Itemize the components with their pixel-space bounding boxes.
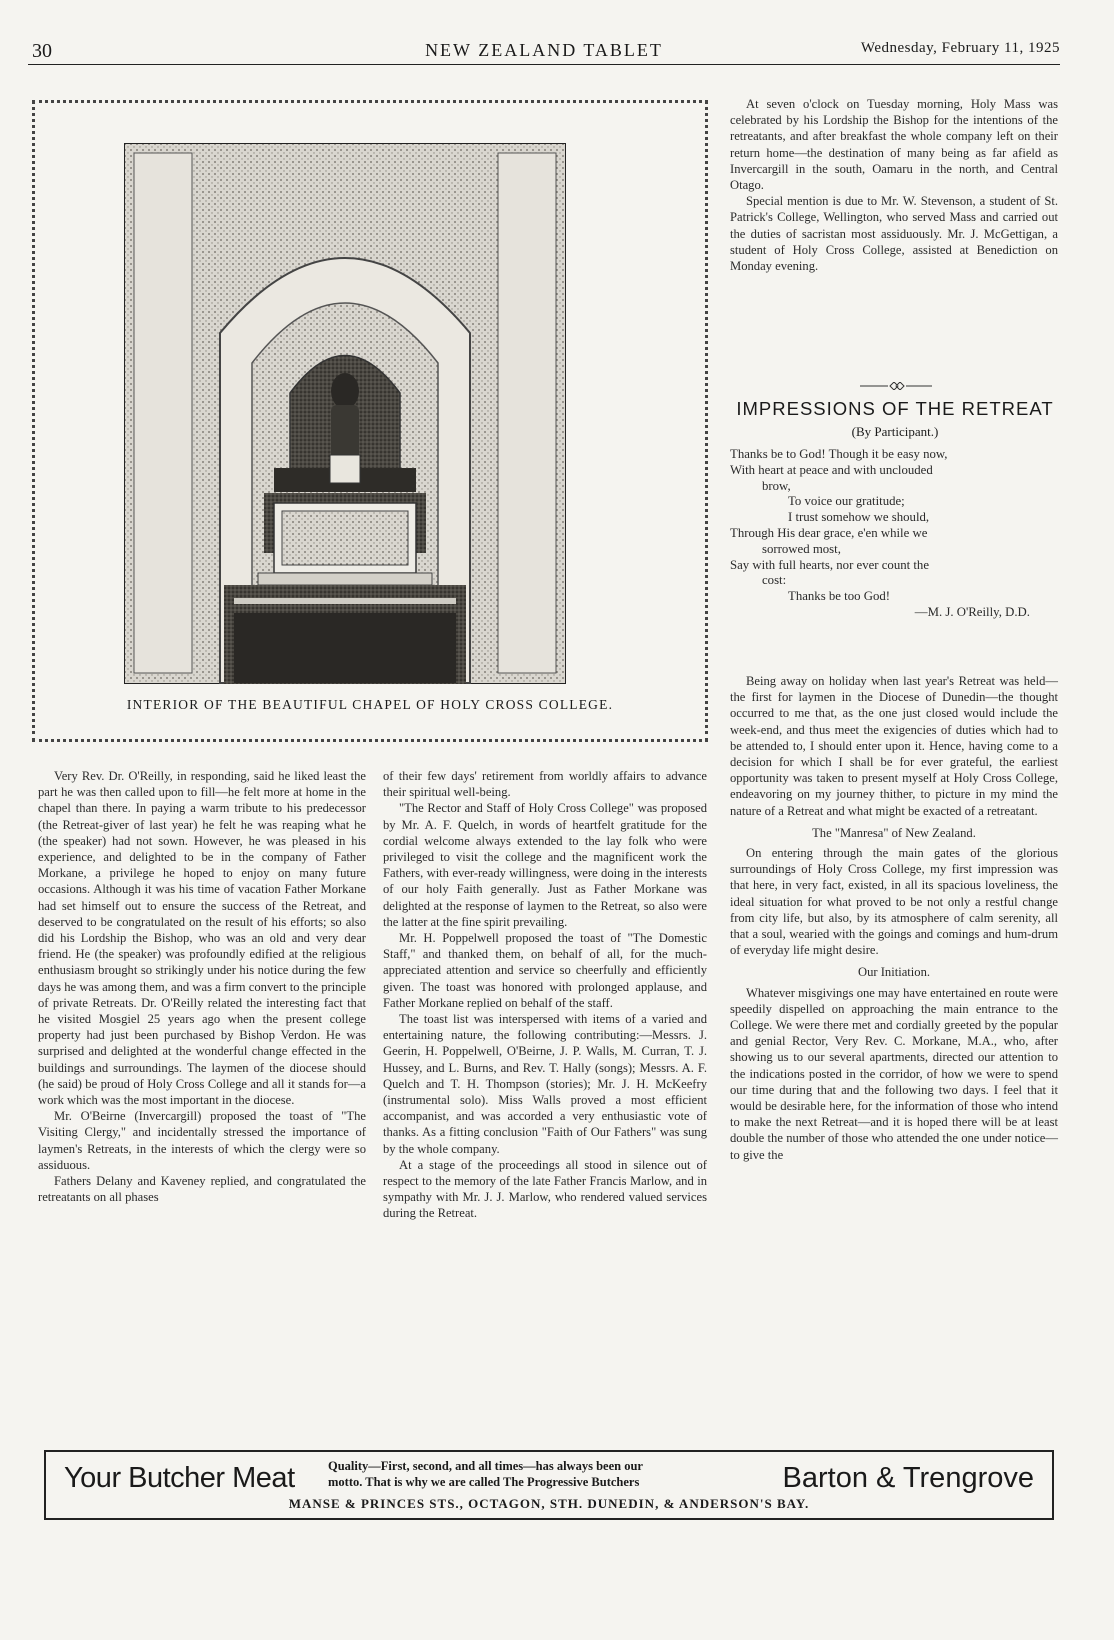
poem-line: Thanks be too God!	[788, 589, 891, 604]
paragraph: At seven o'clock on Tuesday morning, Holy Mass was celebrated by his Lordship the Bishop for the intentions of the retreatants, and after breakfast the whole company left on their return home—the destination of many being as far afield as Invercargill in the south, Oamaru in the north, and Central Otago.	[730, 97, 1058, 193]
ad-slogan: Your Butcher Meat	[64, 1462, 295, 1494]
section-heading: IMPRESSIONS OF THE RETREAT	[736, 398, 1054, 419]
paragraph: On entering through the main gates of the glorious surroundings of Holy Cross College, my first impression was that here, in very fact, existed, in all its spacious loveliness, the ideal situation for what proved to be not only a restful change from city life, but also, by its atmosphere of calm serenity, all that a soul, wearied with the goings and comings and hum-drum of everyday life might desire.	[730, 846, 1058, 958]
ad-address: MANSE & PRINCES STS., OCTAGON, STH. DUNEDIN, & ANDERSON'S BAY.	[288, 1496, 810, 1511]
poem-line: Through His dear grace, e'en while we	[730, 525, 928, 540]
ad-body	[328, 1458, 788, 1490]
poem-line: Thanks be to God! Though it be easy now,	[730, 447, 948, 461]
page-number: 30	[32, 40, 52, 62]
article-column-2	[383, 768, 707, 1222]
poem-line: sorrowed most,	[762, 541, 841, 556]
poem-line: To voice our gratitude;	[788, 494, 905, 509]
ad-body-line: motto. That is why we are called The Progressive Butchers	[328, 1475, 640, 1489]
paragraph: At a stage of the proceedings all stood in silence out of respect to the memory of the late Father Francis Marlow, and in sympathy with Mr. J. J. Marlow, who rendered valued services during the Retreat.	[383, 1157, 707, 1221]
figure-caption: INTERIOR OF THE BEAUTIFUL CHAPEL OF HOLY CROSS COLLEGE.	[126, 697, 614, 712]
poem-line: Say with full hearts, nor ever count the	[730, 557, 930, 572]
poem-line: brow,	[762, 478, 791, 493]
poem-signature: —M. J. O'Reilly, D.D.	[914, 604, 1030, 619]
issue-date: Wednesday, February 11, 1925	[860, 40, 1060, 56]
ad-business-name: Barton & Trengrove	[782, 1462, 1034, 1494]
publication-title: NEW ZEALAND TABLET	[425, 40, 663, 60]
paragraph: Very Rev. Dr. O'Reilly, in responding, said he liked least the part he was then called upon to fill—he felt more at home in the chapel than there. In paying a warm tribute to his predecessor (the Retreat-giver of last year) he felt he was reaping what he (the speaker) had not sown. However, he was pleased in his experience, and delighted to be in the company of Father Morkane, a privilege he hoped to enjoy on many future occasions. Although it was his time of vacation Father Morkane had set himself out to ensure the success of the Retreat, and deserved to be congratulated on the result of his efforts; so also did his Lordship the Bishop, who was an old and very dear friend. He (the speaker) was profoundly edified at the religious enthusiasm brought so strikingly under his notice during the few days he was among them, and was a firm convert to the principle of private Retreats. Dr. O'Reilly related the interesting fact that he visited Mosgiel 25 years ago when the present college property had just been purchased by Bishop Verdon. He was surprised and delighted at the wonderful change effected in the buildings and surroundings. The laymen of the diocese should (he said) be proud of Holy Cross College and all it stands for—a work which was the most important in the diocese.	[38, 769, 366, 1108]
paragraph: The toast list was interspersed with items of a varied and entertaining nature, the following contributing:—Messrs. J. Geerin, H. Poppelwell, O'Beirne, J. P. Walls, M. Curran, T. J. Hussey, and L. Burns, and Rev. T. Hally (songs); Messrs. A. F. Quelch and T. H. Thompson (stories); Mr. J. H. McKeefry (instrumental solo). Miss Walls proved a most efficient accompanist, and was accorded a very enthusiastic vote of thanks. As a fitting conclusion "Faith of Our Fathers" was sung by the whole company.	[383, 1012, 707, 1156]
paragraph: Mr. O'Beirne (Invercargill) proposed the toast of "The Visiting Clergy," and incidentally stressed the importance of laymen's Retreats, in the interests of which the clergy were so assiduous.	[38, 1109, 366, 1172]
article-column-3-bottom	[730, 673, 1058, 1163]
header-rule	[28, 64, 1060, 65]
ad-body-line: Quality—First, second, and all times—has always been our	[328, 1459, 643, 1473]
chapel-photograph	[124, 143, 566, 684]
article-column-3-top	[730, 96, 1058, 274]
paragraph: Whatever misgivings one may have entertained en route were speedily dispelled on approaching the main entrance to the College. We were there met and cordially greeted by the popular and genial Rector, Very Rev. C. Morkane, M.A., who, after showing us to our several apartments, directed our attention to the indications posted in the corridor, of how we were to spend our time during that and the following two days. I feel that it would be desirable here, for the information of those who intend to make the next Retreat—and it is hoped there will be at least double the number of those who attended the one under notice—to give the	[730, 985, 1058, 1162]
subheading: The "Manresa" of New Zealand.	[812, 825, 976, 840]
subheading: Our Initiation.	[857, 965, 931, 980]
paragraph: Fathers Delany and Kaveney replied, and congratulated the retreatants on all phases	[38, 1174, 366, 1205]
paragraph: "The Rector and Staff of Holy Cross College" was proposed by Mr. A. F. Quelch, in words of heartfelt gratitude for the cordial welcome always extended to the lay folk who were privileged to visit the college and the magnificent work the Fathers, with ever-ready willingness, were doing in the interests of our holy Faith generally. Just as Father Morkane was delighted at the response of laymen to the Retreat, so also were the latter at the fine spirit prevailing.	[383, 801, 707, 929]
poem-line: I trust somehow we should,	[788, 510, 930, 525]
butcher-advertisement	[44, 1450, 1054, 1520]
paragraph: Being away on holiday when last year's Retreat was held—the first for laymen in the Diocese of Dunedin—the thought occurred to me that, as the one just closed would include the week-end, and thus meet the exigencies of duties which had to be attended to, I should enter upon it. Hence, having come to a decision for which I shall be for ever grateful, the earliest opportunity was taken to present myself at Holy Cross College, endeavoring on my journey thither, to picture in my mind the nature of a Retreat and what might be exacted of a retreatant.	[730, 674, 1058, 818]
poem-line: cost:	[762, 573, 787, 588]
byline: (By Participant.)	[851, 424, 939, 439]
paragraph: Mr. H. Poppelwell proposed the toast of "The Domestic Staff," and thanked them, on behalf of all, for the much-appreciated attention and service so cheerfully and efficiently given. The toast was honored with prolonged applause, and Father Morkane replied on behalf of the staff.	[383, 931, 707, 1010]
article-column-1	[38, 768, 366, 1205]
poem	[730, 447, 1060, 621]
masthead	[28, 38, 1060, 64]
poem-line: With heart at peace and with unclouded	[730, 462, 933, 477]
paragraph: Special mention is due to Mr. W. Stevenson, a student of St. Patrick's College, Wellington, who served Mass and carried out the duties of sacristan most assiduously. Mr. J. McGettigan, a student of Holy Cross College, assisted at Benediction on Monday evening.	[730, 194, 1058, 274]
paragraph: of their few days' retirement from worldly affairs to advance their spiritual well-being.	[383, 769, 707, 800]
ornamental-separator	[860, 382, 932, 390]
